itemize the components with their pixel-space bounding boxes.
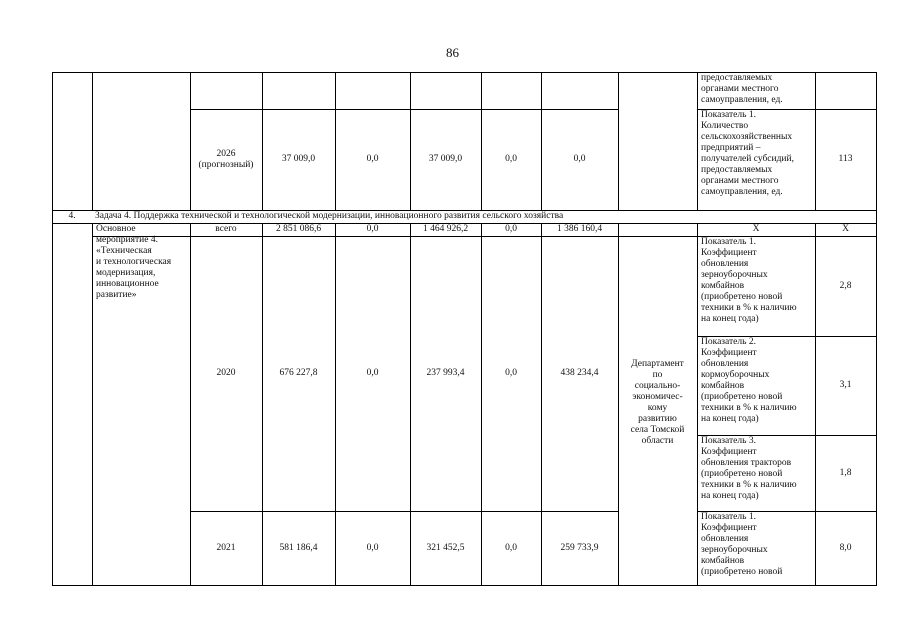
indicator-cell: предоставляемых органами местного самоуправления, ед. xyxy=(701,73,783,105)
local-cell: 0,0 xyxy=(505,368,517,378)
local-cell: 0,0 xyxy=(505,154,517,164)
table-border-right xyxy=(876,72,877,586)
table-border-left xyxy=(52,72,53,586)
col-line xyxy=(618,72,619,211)
indicator-cell: Показатель 3. Коэффициент обновления тракторов (приобретено новой техники в % к наличию на конец года) xyxy=(701,436,797,501)
federal-cell: 0,0 xyxy=(366,542,379,553)
other-cell: 1 386 160,4 xyxy=(556,224,603,234)
total-cell: 37 009,0 xyxy=(281,154,316,164)
indicator-cell: Х xyxy=(752,224,760,234)
year-cell: 2020 xyxy=(216,368,236,378)
activity-name: Основное мероприятие 4. «Техническая и технологическая модернизация, инновационное развитие» xyxy=(96,224,172,300)
indicator-cell: Показатель 2. Коэффициент обновления кормоуборочных комбайнов (приобретено новой техники в % к наличию на конец года) xyxy=(701,337,797,424)
federal-cell: 0,0 xyxy=(366,368,379,378)
task-number: 4. xyxy=(68,211,76,221)
regional-cell: 321 452,5 xyxy=(426,542,465,553)
total-cell: 2 851 086,6 xyxy=(275,224,322,234)
year-cell: 2021 xyxy=(216,542,236,553)
task-title: Задача 4. Поддержка технической и технологической модернизации, инновационного развития сельского хозяйства xyxy=(95,211,564,221)
table-border-bottom xyxy=(52,585,877,586)
regional-cell: 37 009,0 xyxy=(428,154,463,164)
col-line xyxy=(92,72,93,211)
executor-cell: Департамент по социально- экономичес- кому развитию села Томской области xyxy=(630,359,685,446)
federal-cell: 0,0 xyxy=(366,224,379,234)
page-number: 86 xyxy=(446,45,459,60)
other-cell: 0,0 xyxy=(573,154,586,164)
regional-cell: 237 993,4 xyxy=(426,368,465,378)
indicator-cell: Показатель 1. Коэффициент обновления зерноуборочных комбайнов (приобретено новой техники в % к наличию на конец года) xyxy=(701,237,797,324)
indicator-value-cell: Х xyxy=(842,224,849,234)
federal-cell: 0,0 xyxy=(366,154,379,164)
other-cell: 438 234,4 xyxy=(560,368,599,378)
indicator-value-cell: 2,8 xyxy=(839,280,852,291)
total-cell: 581 186,4 xyxy=(279,542,318,553)
local-cell: 0,0 xyxy=(505,224,517,234)
total-cell: 676 227,8 xyxy=(279,368,318,378)
indicator-value-cell: 1,8 xyxy=(839,467,852,478)
year-cell: 2026 (прогнозный) xyxy=(198,148,254,170)
year-cell: всего xyxy=(215,224,237,234)
indicator-cell: Показатель 1. Количество сельскохозяйственных предприятий – получателей субсидий, предоставляемых органами местного самоуправления, ед. xyxy=(701,110,794,197)
regional-cell: 1 464 926,2 xyxy=(422,224,469,234)
indicator-value-cell: 3,1 xyxy=(839,380,852,390)
other-cell: 259 733,9 xyxy=(560,542,599,553)
indicator-cell: Показатель 1. Коэффициент обновления зерноуборочных комбайнов (приобретено новой xyxy=(701,512,783,577)
indicator-value-cell: 8,0 xyxy=(839,542,852,553)
local-cell: 0,0 xyxy=(505,542,517,553)
indicator-value-cell: 113 xyxy=(838,154,853,164)
